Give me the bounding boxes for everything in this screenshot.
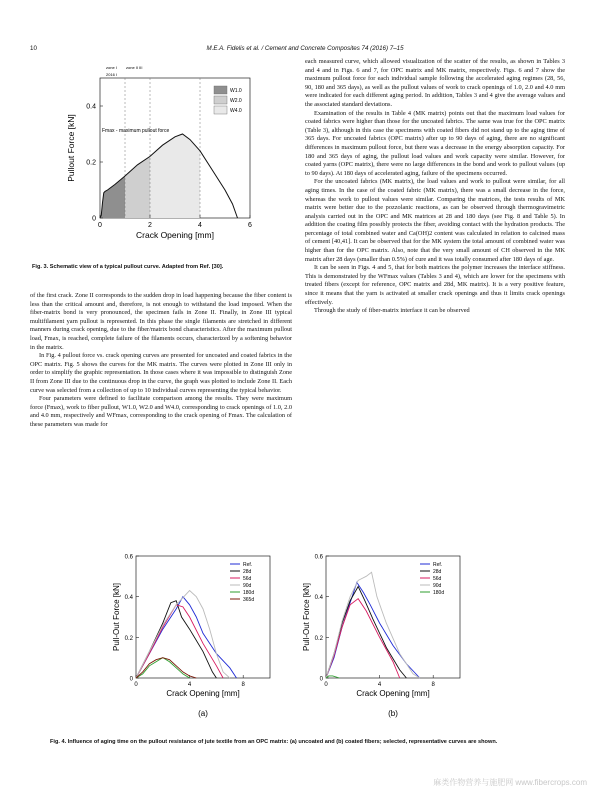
- fig4a-ytick-label: 0: [129, 676, 133, 683]
- fig4b-ytick-label: 0.6: [314, 554, 323, 561]
- fig4b-panel-label: (b): [388, 709, 398, 718]
- fig3-zone-label: zone I: [106, 65, 117, 70]
- fig3-legend-label: W2.0: [230, 98, 242, 104]
- right-paragraph-3: For the uncoated fabrics (MK matrix), the load values and work to pullout were similar, for all aging times. In the case of the coated fabric (MK matrix), there was a small decrease in the force, whereas the work to pullout values were similar. Comparing the matrices, the tests results of MK matrix were better due to the pozzolanic reactions, as can be observed through thermogravimetric analysis carried out in the OPC and MK matrices at 28 and 180 days (see Fig. 8 and Table 5). In addition the coating film possibly protects the fiber, avoiding contact with the hydration products. The percentage of total combined water and Ca(OH)2 content was calculated in relation to calcined mass of cement [40,41]. It can be observed that for the MK system the total amount of combined water was higher than for the OPC matrix. Also, note that the very small amount of CH observed in the MK matrix after 28 days (smaller than 0.5%) of cure and it was totally consumed after 180 days of age.: [305, 178, 565, 263]
- fig3-legend-swatch: [214, 106, 227, 114]
- fig3-ylabel: Pullout Force [kN]: [66, 114, 76, 182]
- left-column: [30, 292, 292, 430]
- fig4b-legend-label: 28d: [433, 569, 442, 575]
- fig4b-xtick-label: 4: [377, 682, 382, 688]
- left-paragraph-2: In Fig. 4 pullout force vs. crack opening curves are presented for uncoated and coated fabrics in the OPC matrix. Fig. 5 shows the curves for the MK matrix. The curves were plotted in Zone III only in order to simplify the graphic representation. In those cases where it was impossible to distinguish Zone II from Zone III due to the continuous drop in the curve, the graph was plotted to include Zone II. Each curve was selected from a collection of up to 10 individual curves representing the typical behavior.: [30, 352, 292, 394]
- fig3-legend-label: W1.0: [230, 88, 242, 94]
- fig4b-ylabel: Pull-Out Force [kN]: [302, 582, 311, 652]
- fig4b-xtick-label: 0: [324, 682, 328, 688]
- right-column: [305, 58, 565, 316]
- fig4b-series-90d: [326, 572, 420, 678]
- fig3-ytick-label: 0.4: [86, 103, 96, 111]
- fig3-ytick-label: 0: [92, 215, 96, 223]
- fig3-xtick-label: 6: [248, 222, 252, 229]
- left-paragraph-1: of the first crack. Zone II corresponds to the sudden drop in load happening because the fiber content is less than the critical amount and, therefore, is not enough to withstand the load imposed. When the fiber-matrix bond is very pronounced, the specimen fails in Zone II. Finally, in Zone III typical multifilament yarn pullout is represented. In this phase the single filaments are stretched in different manners during crack opening, due to the fiber/matrix bond characteristics. After the maximum pullout load, Fmax, is reached, complete failure of the filaments occurs, characterized by a softening behavior in the matrix.: [30, 292, 292, 351]
- fig4a-xtick-label: 8: [241, 682, 245, 688]
- watermark: 麻类作物营养与施肥网 www.fibercrops.com: [433, 778, 587, 787]
- fig4a-series-ref: [136, 597, 237, 678]
- fig3-area-w10: [100, 176, 125, 218]
- fig4a-ylabel: Pull-Out Force [kN]: [112, 582, 121, 652]
- fig4b-xlabel: Crack Opening [mm]: [356, 689, 430, 698]
- running-title: M.E.A. Fidelis et al. / Cement and Concrete Composites 74 (2016) 7–15: [206, 45, 404, 52]
- fig4a-ytick-label: 0.2: [124, 635, 133, 642]
- fig4a-panel-label: (a): [198, 709, 208, 718]
- fig4a-legend-label: 28d: [243, 569, 252, 575]
- fig3-legend-swatch: [214, 96, 227, 104]
- right-paragraph-1: each measured curve, which allowed visualization of the scatter of the results, as shown in Tables 3 and 4 and in Figs. 6 and 7, for OPC matrix and MK matrix, respectively. Figs. 6 and 7 show the maximum pullout force for each individual sample following the accelerated aging regimes (28, 56, 90, 180 and 365 days), as well as the pullout values of work to crack openings of 1.0, 2.0 and 4.0 mm were indicated for each different aging period. In addition, Tables 3 and 4 give the average values and the associated standard deviations.: [305, 58, 565, 108]
- fig3-caption: Fig. 3. Schematic view of a typical pullout curve. Adapted from Ref. [30].: [32, 264, 224, 270]
- fig4b-ytick-label: 0.4: [314, 595, 323, 602]
- fig4-caption: Fig. 4. Influence of aging time on the pullout resistance of jute textile from an OPC matrix: (a) uncoated and (b) coated fibers; selected, representative curves are shown.: [50, 739, 498, 745]
- fig4a-xtick-label: 4: [187, 682, 192, 688]
- fig4a-legend-label: 56d: [243, 576, 252, 582]
- fig4b-xtick-label: 8: [431, 682, 435, 688]
- page-number: 10: [30, 45, 37, 52]
- fig4a-legend-label: 365d: [243, 597, 255, 603]
- right-paragraph-2: Examination of the results in Table 4 (MK matrix) points out that the maximum load values for coated fabrics were higher than those for the uncoated fabrics. The same was true for the OPC matrix (Table 3), although in this case the specimens with coated fibers did not stand up to the aging time of 365 days. For uncoated fabrics (OPC matrix) after up to 90 days of aging, there are no significant differences in maximum pullout force, but there was a decrease in the energy absorption capacity. For 180 and 365 days of aging, the pullout load values and work capacity were similar. However, for coated yarns (OPC matrix), there were no large differences in the bond and work to pullout values (up to 90 days). At 180 days of accelerated aging, failure of the specimens occurred.: [305, 109, 565, 177]
- fig4b-ytick-label: 0.2: [314, 635, 323, 642]
- fig4b-chart: [300, 548, 475, 728]
- fig4a-xlabel: Crack Opening [mm]: [166, 689, 240, 698]
- fig3-legend-swatch: [214, 86, 227, 94]
- fig4a-xtick-label: 0: [134, 682, 138, 688]
- right-paragraph-5: Through the study of fiber-matrix interface it can be observed: [314, 307, 470, 315]
- fig4a-legend-label: 180d: [243, 590, 255, 596]
- fig3-pullout-curve: [60, 58, 270, 258]
- fig3-zone-label-2: zone II III: [126, 65, 143, 70]
- fig3-xtick-label: 0: [98, 222, 102, 229]
- fig4b-legend-label: 180d: [433, 590, 445, 596]
- fig4a-legend-label: Ref.: [243, 562, 253, 568]
- fig3-legend-label: W4.0: [230, 108, 242, 114]
- fig4b-legend-label: Ref.: [433, 562, 443, 568]
- fig3-ytick-label: 0.2: [86, 159, 96, 167]
- right-paragraph-4: It can be seen in Figs. 4 and 5, that for both matrices the polymer increases the interface stiffness. This is demonstrated by the WFmax values (Tables 3 and 4), which are lower for the specimens with treated fibers (except for reference, OPC matrix and 28d, MK matrix). It is a very positive feature, since it means that the yarn is activated at smaller crack openings and thus it limits crack openings effectively.: [305, 264, 565, 306]
- fig3-xlabel: Crack Opening [mm]: [136, 230, 214, 240]
- left-paragraph-3: Four parameters were defined to facilitate comparison among the results. They were maximum force (Fmax), work to fiber pullout, W1.0, W2.0 and W4.0, corresponding to crack openings of 1.0, 2.0 and 4.0 mm, respectively and WFmax, corresponding to the crack opening of Fmax. The calculation of these parameters was made for: [30, 395, 292, 428]
- fig4b-ytick-label: 0: [319, 676, 323, 683]
- fig4a-series-180d: [136, 658, 190, 678]
- fig3-xtick-label: 4: [198, 222, 202, 229]
- fig4b-legend-label: 56d: [433, 576, 442, 582]
- fig4a-chart: [110, 548, 285, 728]
- fig3-annotation: Fmax - maximum pullout force: [102, 128, 170, 134]
- fig4a-ytick-label: 0.6: [124, 554, 133, 561]
- fig4b-legend-label: 90d: [433, 583, 442, 589]
- fig4a-legend-label: 90d: [243, 583, 252, 589]
- fig4a-ytick-label: 0.4: [124, 595, 133, 602]
- fig3-marker: 2016 I: [106, 72, 118, 77]
- fig3-xtick-label: 2: [148, 222, 152, 229]
